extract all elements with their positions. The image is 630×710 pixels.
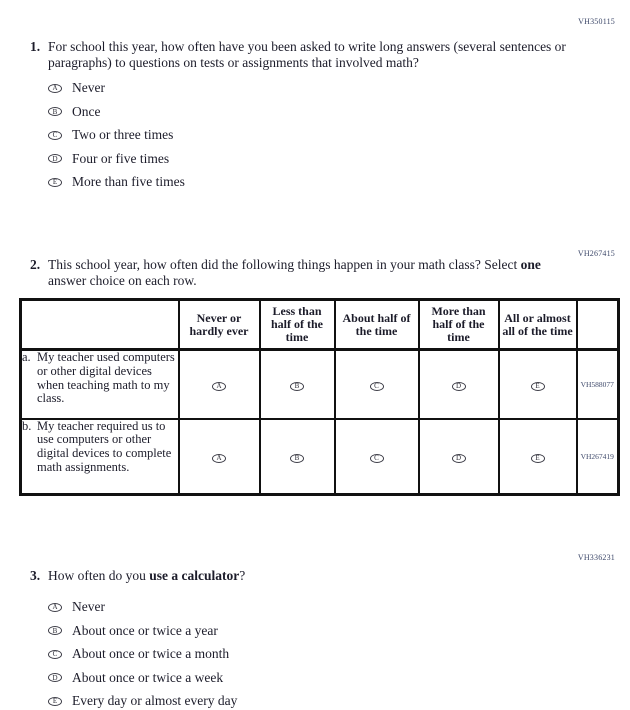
q3-text-bold: use a calculator [149,568,240,583]
question2-code: VH267415 [577,249,615,258]
q3-text-after: ? [239,568,246,583]
bubble-e-icon[interactable]: E [48,178,62,187]
q1-option-four-or-five-label: Four or five times [72,150,170,166]
bubble-a-icon[interactable]: A [48,603,62,612]
q2-header-less-than-half: Less than half of the time [260,300,335,350]
q2-row-b-cell-about-half[interactable] [335,419,419,495]
bubble-b-icon[interactable]: B [48,626,62,635]
q2-header-row [21,300,619,350]
q2-header-all-or-almost-all: All or almost all of the time [499,300,577,350]
q3-option-year-label: About once or twice a year [72,622,218,638]
q2-header-never: Never or hardly ever [179,300,260,350]
q2-row-a-prefix: a. [22,350,31,364]
question3-number: 3. [30,568,41,583]
q1-option-once[interactable] [48,105,185,120]
q2-matrix-table [19,298,620,496]
q1-option-more-than-five[interactable] [48,175,185,190]
q2-row-b-cell-more-than-half[interactable] [419,419,499,495]
q3-text-before: How often do you [48,568,150,583]
q3-option-never-label: Never [72,599,105,615]
question2-text [48,257,578,289]
question2 [30,257,578,289]
bubble-d-icon[interactable]: D [452,454,466,463]
bubble-c-icon[interactable]: C [370,382,384,391]
question1-code: VH350115 [578,17,615,26]
q1-option-four-or-five[interactable] [48,152,185,167]
q2-row-b-cell-all-or-almost-all[interactable] [499,419,577,495]
q2-row-b-prefix: b. [22,418,32,433]
question3-options [48,600,237,710]
q2-header-empty [21,300,179,350]
q3-option-month-label: About once or twice a month [72,646,230,662]
q2-text-bold: one [520,257,541,272]
q1-option-more-than-five-label: More than five times [72,174,185,190]
q2-row-b-cell-less-than-half[interactable] [260,419,335,495]
q3-option-every-day-label: Every day or almost every day [72,693,238,709]
q2-text-before: This school year, how often did the following things happen in your math class? Select [48,257,521,272]
bubble-a-icon[interactable]: A [212,382,226,391]
q2-row-a-cell-more-than-half[interactable] [419,350,499,419]
q3-option-every-day[interactable] [48,694,237,709]
q2-row-a-cell-never[interactable] [179,350,260,419]
q3-option-never[interactable] [48,600,237,615]
q1-option-once-label: Once [72,103,101,119]
question3-text [48,568,578,584]
bubble-d-icon[interactable]: D [48,673,62,682]
question1-options [48,81,185,199]
q1-option-never[interactable] [48,81,185,96]
q2-row-a [21,350,619,419]
q2-row-a-code: VH588077 [577,350,619,419]
bubble-b-icon[interactable]: B [290,382,304,391]
q2-header-code-column [577,300,619,350]
q1-option-two-or-three-label: Two or three times [72,127,174,143]
bubble-a-icon[interactable]: A [48,84,62,93]
question3 [30,568,578,584]
bubble-c-icon[interactable]: C [370,454,384,463]
bubble-a-icon[interactable]: A [212,454,226,463]
question1 [30,39,578,71]
bubble-b-icon[interactable]: B [48,107,62,116]
bubble-e-icon[interactable]: E [531,454,545,463]
q2-row-a-cell-all-or-almost-all[interactable] [499,350,577,419]
question3-code: VH336231 [577,553,615,562]
bubble-e-icon[interactable]: E [531,382,545,391]
bubble-c-icon[interactable]: C [48,131,62,140]
question2-number: 2. [30,257,41,272]
q3-option-week[interactable] [48,671,237,686]
q3-option-week-label: About once or twice a week [72,669,224,685]
q2-row-a-stem [21,350,179,419]
q2-header-about-half: About half of the time [335,300,419,350]
q2-row-b-text: My teacher required us to use computers or other digital devices to complete math assignments. [37,418,172,474]
bubble-e-icon[interactable]: E [48,697,62,706]
bubble-d-icon[interactable]: D [452,382,466,391]
q2-row-b-code: VH267419 [577,419,619,495]
bubble-d-icon[interactable]: D [48,154,62,163]
question1-text: For school this year, how often have you been asked to write long answers (several sentences or paragraphs) to questions on tests or assignments that involved math? [48,39,566,70]
question1-number: 1. [30,39,41,54]
q2-row-a-text: My teacher used computers or other digital devices when teaching math to my class. [37,350,175,406]
q1-option-two-or-three[interactable] [48,128,185,143]
q2-row-b-stem [21,419,179,495]
q1-option-never-label: Never [72,80,105,96]
q2-row-b-cell-never[interactable] [179,419,260,495]
q3-option-month[interactable] [48,647,237,662]
q2-header-more-than-half: More than half of the time [419,300,499,350]
bubble-b-icon[interactable]: B [290,454,304,463]
q3-option-year[interactable] [48,624,237,639]
q2-row-a-cell-about-half[interactable] [335,350,419,419]
q2-row-a-cell-less-than-half[interactable] [260,350,335,419]
q2-row-b [21,419,619,495]
q2-text-after: answer choice on each row. [48,273,197,288]
bubble-c-icon[interactable]: C [48,650,62,659]
